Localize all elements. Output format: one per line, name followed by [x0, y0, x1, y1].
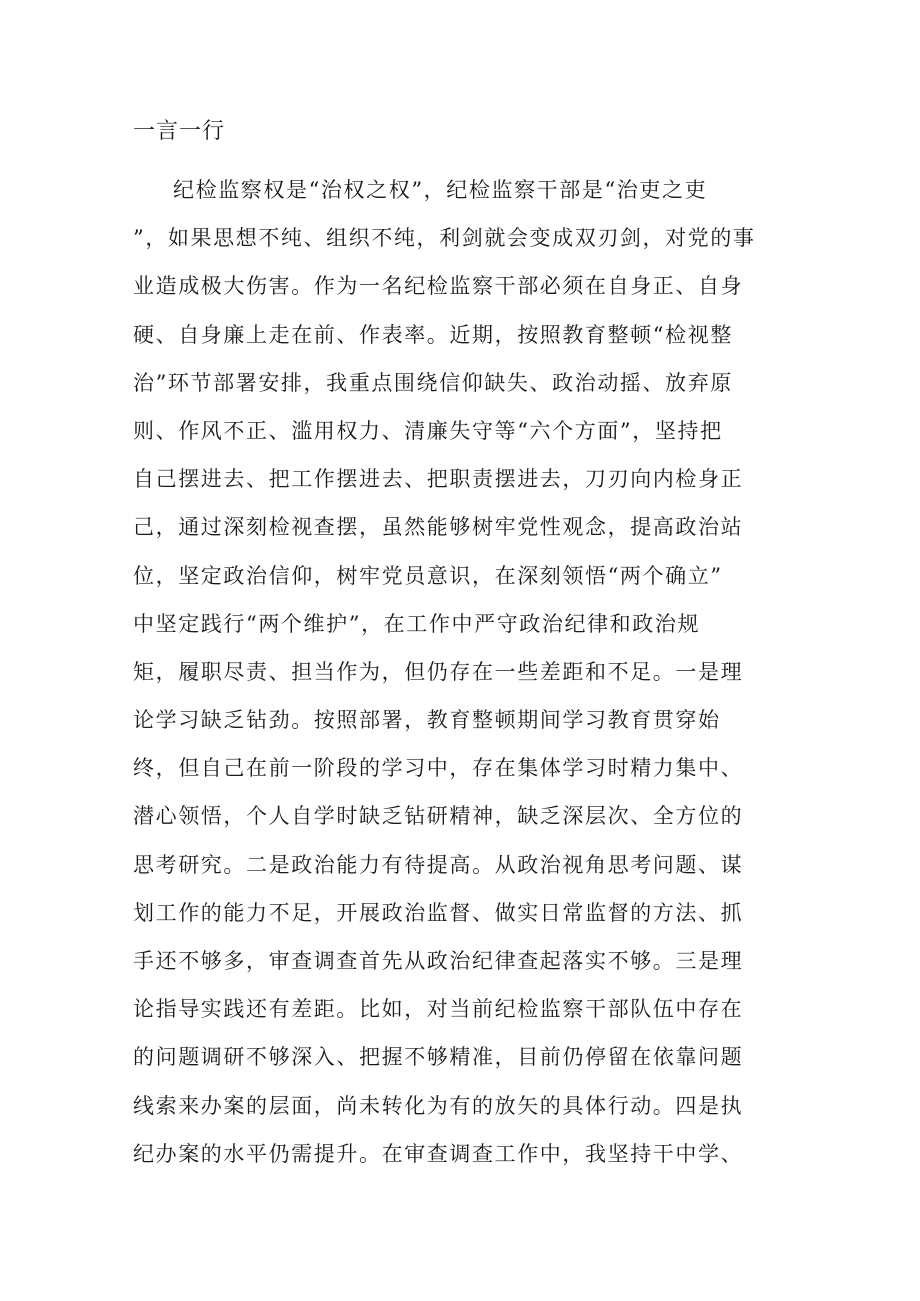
text-line: 硬、自身廉上走在前、作表率。近期，按照教育整顿“检视整: [133, 322, 733, 347]
text-line: 位，坚定政治信仰，树牢党员意识，在深刻领悟“两个确立”: [133, 563, 723, 588]
text-line: 思考研究。二是政治能力有待提高。从政治视角思考问题、谋: [133, 852, 744, 877]
text-line: 论学习缺乏钻劲。按照部署，教育整顿期间学习教育贯穿始: [133, 708, 721, 733]
text-line: 治”环节部署安排，我重点围绕信仰缺失、政治动摇、放弃原: [133, 370, 733, 395]
text-line: 自己摆进去、把工作摆进去、把职责摆进去，刀刃向内检身正: [133, 467, 744, 492]
text-line: 的问题调研不够深入、把握不够精准，目前仍停留在依靠问题: [133, 1045, 744, 1070]
text-line: 纪办案的水平仍需提升。在审查调查工作中，我坚持干中学、: [133, 1141, 744, 1166]
text-line: 矩，履职尽责、担当作为，但仍存在一些差距和不足。一是理: [133, 659, 744, 684]
text-line: 手还不够多，审查调查首先从政治纪律查起落实不够。三是理: [133, 949, 744, 973]
text-line: 划工作的能力不足，开展政治监督、做实日常监督的方法、抓: [133, 900, 744, 925]
text-line: ”，如果思想不纯、组织不纯，利剑就会变成双刃剑，对党的事: [133, 226, 756, 251]
document-heading: 一言一行: [133, 119, 226, 144]
text-line: 线索来办案的层面，尚未转化为有的放矢的具体行动。四是执: [133, 1093, 744, 1118]
document-body: [133, 170, 773, 1182]
text-line: 终，但自己在前一阶段的学习中，存在集体学习时精力集中、: [133, 756, 744, 781]
text-line: 己，通过深刻检视查摆，虽然能够树牢党性观念，提高政治站: [133, 515, 744, 540]
text-line: 论指导实践还有差距。比如，对当前纪检监察干部队伍中存在: [133, 997, 744, 1022]
text-line: 业造成极大伤害。作为一名纪检监察干部必须在自身正、自身: [133, 274, 744, 299]
text-line: 则、作风不正、滥用权力、清廉失守等“六个方面”，坚持把: [133, 418, 723, 443]
text-line: 中坚定践行“两个维护”，在工作中严守政治纪律和政治规: [133, 611, 701, 636]
text-line: 潜心领悟，个人自学时缺乏钻研精神，缺乏深层次、全方位的: [133, 804, 744, 829]
text-line: 纪检监察权是“治权之权”，纪检监察干部是“治吏之吏: [173, 178, 708, 202]
